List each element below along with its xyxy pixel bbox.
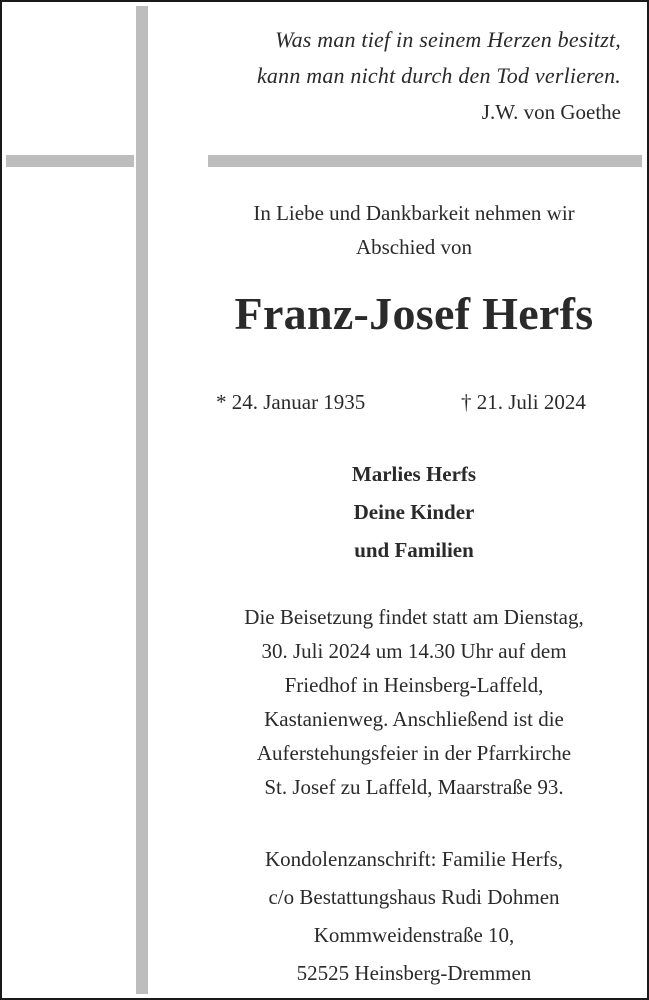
quote-author: J.W. von Goethe [481,100,621,124]
mourner-line: und Familien [354,538,474,562]
service-line: Auferstehungsfeier in der Pfarrkirche [256,741,572,765]
cross-horizontal-bar-left [6,155,134,167]
goethe-quote [257,22,621,130]
address-line: Kondolenzanschrift: Familie Herfs, [265,847,563,871]
intro-text [185,196,643,264]
deceased-name: Franz-Josef Herfs [234,288,594,339]
address-line: 52525 Heinsberg-Dremmen [296,961,532,985]
cross-horizontal-bar-right [208,155,642,167]
address-line: Kommweidenstraße 10, [313,923,515,947]
birth-date: * 24. Januar 1935 [216,390,366,414]
service-line: 30. Juli 2024 um 14.30 Uhr auf dem [261,639,567,663]
condolence-address [185,840,643,992]
service-line: Friedhof in Heinsberg-Laffeld, [284,673,544,697]
mourner-line: Deine Kinder [353,500,475,524]
funeral-service-info [185,600,643,804]
cross-vertical-bar [136,6,148,994]
intro-line: In Liebe und Dankbarkeit nehmen wir [253,201,575,225]
service-line: St. Josef zu Laffeld, Maarstraße 93. [264,775,564,799]
mourners [185,455,643,569]
address-line: c/o Bestattungshaus Rudi Dohmen [268,885,560,909]
mourner-line: Marlies Herfs [351,462,477,486]
quote-line: kann man nicht durch den Tod verlieren. [256,63,621,88]
death-date: † 21. Juli 2024 [461,390,586,414]
service-line: Kastanienweg. Anschließend ist die [264,707,564,731]
intro-line: Abschied von [355,235,473,259]
service-line: Die Beisetzung findet statt am Dienstag, [244,605,584,629]
quote-line: Was man tief in seinem Herzen besitzt, [275,27,621,52]
